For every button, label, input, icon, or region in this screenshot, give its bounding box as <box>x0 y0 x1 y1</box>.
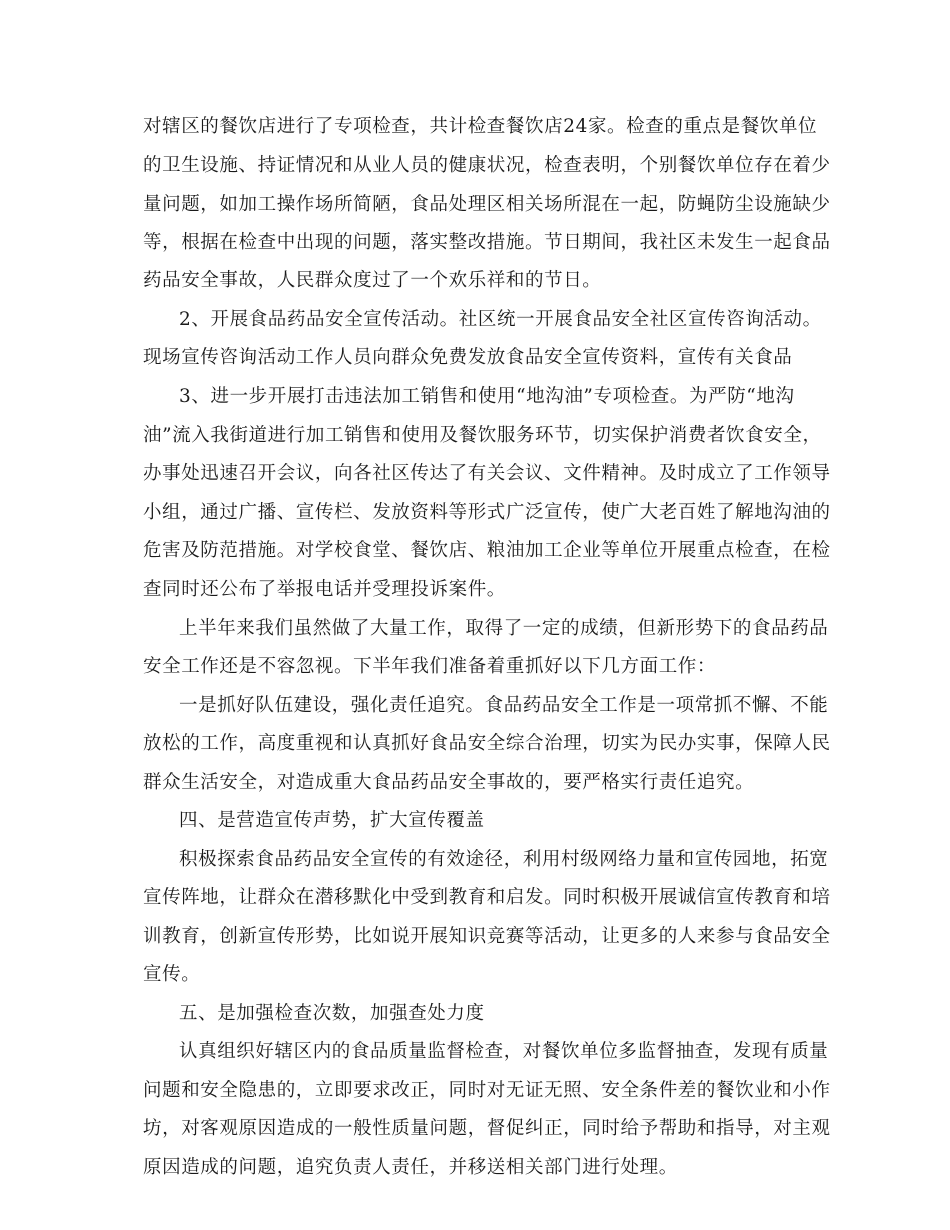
section-heading: 五、是加强检查次数，加强查处力度 <box>179 1003 485 1024</box>
body-text-line: 对辖区的餐饮店进行了专项检查，共计检查餐饮店24家。检查的重点是餐饮单位 <box>143 116 818 137</box>
body-text-line: 2、开展食品药品安全宣传活动。社区统一开展食品安全社区宣传咨询活动。 <box>179 309 822 330</box>
body-text-line: 查同时还公布了举报电话并受理投诉案件。 <box>143 579 506 600</box>
body-text-line: 油”流入我街道进行加工销售和使用及餐饮服务环节，切实保护消费者饮食安全， <box>143 425 822 446</box>
body-text-line: 药品安全事故，人民群众度过了一个欢乐祥和的节日。 <box>143 270 602 291</box>
body-text-line: 群众生活安全，对造成重大食品药品安全事故的，要严格实行责任追究。 <box>143 772 755 793</box>
body-text-line: 认真组织好辖区内的食品质量监督检查，对餐饮单位多监督抽查，发现有质量 <box>179 1041 829 1062</box>
body-text-line: 问题和安全隐患的，立即要求改正，同时对无证无照、安全条件差的餐饮业和小作 <box>143 1080 831 1101</box>
body-text-line: 办事处迅速召开会议，向各社区传达了有关会议、文件精神。及时成立了工作领导 <box>143 463 831 484</box>
body-text-line: 宣传。 <box>143 964 201 985</box>
body-text-line: 3、进一步开展打击违法加工销售和使用“地沟油”专项检查。为严防“地沟 <box>179 386 795 407</box>
body-text-line: 放松的工作，高度重视和认真抓好食品安全综合治理，切实为民办实事，保障人民 <box>143 733 831 754</box>
body-text-line: 现场宣传咨询活动工作人员向群众免费发放食品安全宣传资料，宣传有关食品 <box>143 347 793 368</box>
body-text-line: 量问题，如加工操作场所简陋，食品处理区相关场所混在一起，防蝇防尘设施缺少 <box>143 194 831 215</box>
body-text-line: 危害及防范措施。对学校食堂、餐饮店、粮油加工企业等单位开展重点检查，在检 <box>143 540 831 561</box>
body-text-line: 积极探索食品药品安全宣传的有效途径，利用村级网络力量和宣传园地，拓宽 <box>179 849 829 870</box>
body-text-line: 小组，通过广播、宣传栏、发放资料等形式广泛宣传，使广大老百姓了解地沟油的 <box>143 502 831 523</box>
body-text-line: 宣传阵地，让群众在潜移默化中受到教育和启发。同时积极开展诚信宣传教育和培 <box>143 887 831 908</box>
body-text-line: 上半年来我们虽然做了大量工作，取得了一定的成绩，但新形势下的食品药品 <box>179 618 829 639</box>
body-text-line: 坊，对客观原因造成的一般性质量问题，督促纠正，同时给予帮助和指导，对主观 <box>143 1118 831 1139</box>
body-text-line: 一是抓好队伍建设，强化责任追究。食品药品安全工作是一项常抓不懈、不能 <box>179 695 829 716</box>
body-text-line: 原因造成的问题，追究负责人责任，并移送相关部门进行处理。 <box>143 1157 678 1178</box>
body-text-line: 等，根据在检查中出现的问题，落实整改措施。节日期间，我社区未发生一起食品 <box>143 232 831 253</box>
body-text-line: 的卫生设施、持证情况和从业人员的健康状况，检查表明，个别餐饮单位存在着少 <box>143 155 831 176</box>
section-heading: 四、是营造宣传声势，扩大宣传覆盖 <box>179 810 485 831</box>
body-text-line: 安全工作还是不容忽视。下半年我们准备着重抓好以下几方面工作： <box>143 656 717 677</box>
body-text-line: 训教育，创新宣传形势，比如说开展知识竞赛等活动，让更多的人来参与食品安全 <box>143 926 831 947</box>
